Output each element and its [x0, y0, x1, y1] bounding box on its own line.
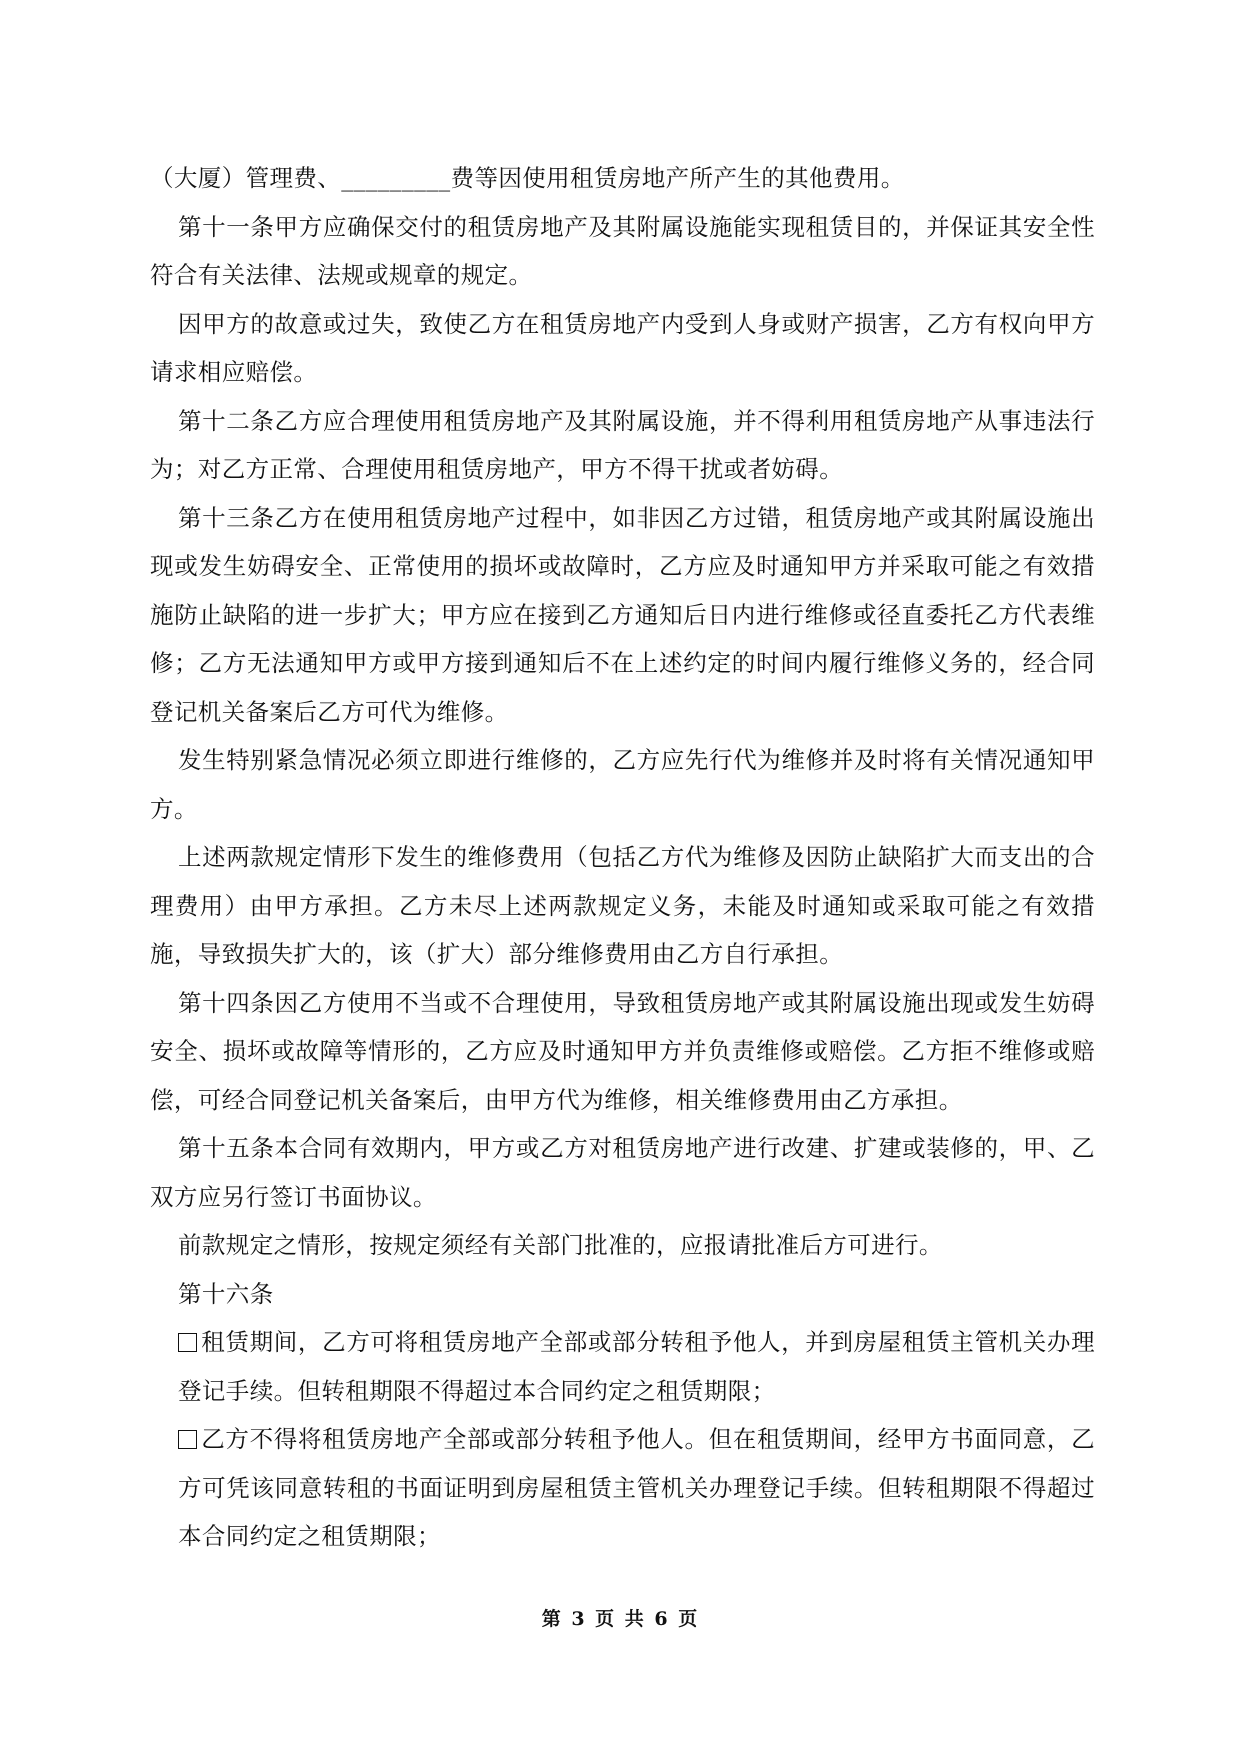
option-sublease-allowed: [150, 1318, 1095, 1415]
document-body: [150, 154, 1095, 1561]
checkbox-sublease-allowed[interactable]: [178, 1333, 197, 1352]
checkbox-sublease-restricted[interactable]: [178, 1430, 197, 1449]
paragraph-approval: 前款规定之情形，按规定须经有关部门批准的，应报请批准后方可进行。: [178, 1231, 943, 1259]
paragraph-article-12: 第十二条乙方应合理使用租赁房地产及其附属设施，并不得利用租赁房地产从事违法行为；对乙方正常、合理使用租赁房地产，甲方不得干扰或者妨碍。: [150, 406, 1095, 483]
paragraph-article-14: 第十四条因乙方使用不当或不合理使用，导致租赁房地产或其附属设施出现或发生妨碍安全、损坏或故障等情形的，乙方应及时通知甲方并负责维修或赔偿。乙方拒不维修或赔偿，可经合同登记机关备案后，由甲方代为维修，相关维修费用由乙方承担。: [150, 988, 1095, 1114]
paragraph-repair-costs: 上述两款规定情形下发生的维修费用（包括乙方代为维修及因防止缺陷扩大而支出的合理费用）由甲方承担。乙方未尽上述两款规定义务，未能及时通知或采取可能之有效措施，导致损失扩大的，该（扩大）部分维修费用由乙方自行承担。: [150, 843, 1095, 968]
option-sublease-restricted: [150, 1415, 1095, 1561]
paragraph-article-16-heading: 第十六条: [178, 1279, 274, 1308]
paragraph-emergency-repair: 发生特别紧急情况必须立即进行维修的，乙方应先行代为维修并及时将有关情况通知甲方。: [150, 746, 1095, 823]
paragraph-article-11: 第十一条甲方应确保交付的租赁房地产及其附属设施能实现租赁目的，并保证其安全性符合有关法律、法规或规章的规定。: [150, 212, 1095, 289]
paragraph-article-15: 第十五条本合同有效期内，甲方或乙方对租赁房地产进行改建、扩建或装修的，甲、乙双方应另行签订书面协议。: [150, 1134, 1095, 1211]
paragraph-fees: （大厦）管理费、_________费等因使用租赁房地产所产生的其他费用。: [150, 164, 905, 192]
option-sublease-allowed-text: 租赁期间，乙方可将租赁房地产全部或部分转租予他人，并到房屋租赁主管机关办理登记手续。但转租期限不得超过本合同约定之租赁期限；: [178, 1328, 1095, 1405]
page-number-footer: 第 3 页 共 6 页: [541, 1608, 700, 1630]
paragraph-article-13: 第十三条乙方在使用租赁房地产过程中，如非因乙方过错，租赁房地产或其附属设施出现或发生妨碍安全、正常使用的损坏或故障时，乙方应及时通知甲方并采取可能之有效措施防止缺陷的进一步扩大；甲方应在接到乙方通知后日内进行维修或径直委托乙方代表维修；乙方无法通知甲方或甲方接到通知后不在上述约定的时间内履行维修义务的，经合同登记机关备案后乙方可代为维修。: [150, 503, 1095, 726]
paragraph-damage-compensation: 因甲方的故意或过失，致使乙方在租赁房地产内受到人身或财产损害，乙方有权向甲方请求相应赔偿。: [150, 309, 1095, 386]
option-sublease-restricted-text: 乙方不得将租赁房地产全部或部分转租予他人。但在租赁期间，经甲方书面同意，乙方可凭该同意转租的书面证明到房屋租赁主管机关办理登记手续。但转租期限不得超过本合同约定之租赁期限；: [178, 1425, 1095, 1550]
